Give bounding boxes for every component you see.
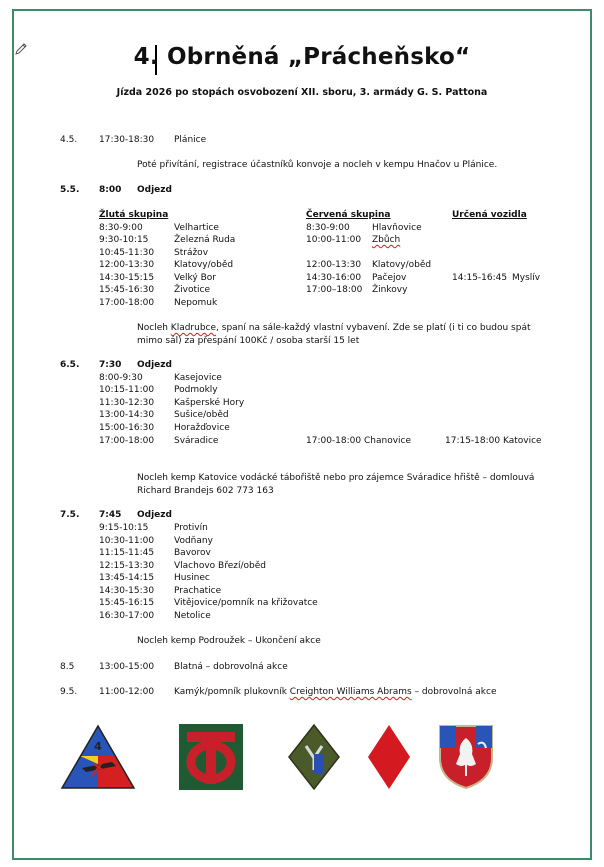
day4-time: 12:15-13:30 [99, 561, 155, 571]
day4-time: 13:45-14:15 [99, 573, 155, 583]
day4-place: Prachatice [174, 586, 222, 596]
day4-time: 10:30-11:00 [99, 536, 155, 546]
yellow-place: Klatovy/oběd [174, 260, 234, 270]
yellow-place: Velký Bor [174, 273, 216, 283]
day4-time: 15:45-16:15 [99, 598, 155, 608]
yellow-group-header: Žlutá skupina [99, 210, 169, 220]
day3-extra-katovice: 17:15-18:00 Katovice [445, 436, 542, 446]
day4-date: 7.5. [60, 510, 80, 520]
yellow-place: Velhartice [174, 223, 219, 233]
day1-time: 17:30-18:30 [99, 135, 155, 145]
5th-division-red-diamond-logo [367, 724, 411, 790]
red-time: 12:00-13:30 [306, 260, 362, 270]
day3-time: 15:00-16:30 [99, 423, 155, 433]
red-place: Zbůch [372, 235, 401, 245]
day4-time: 16:30-17:00 [99, 611, 155, 621]
day2-note-place: Kladrubce [170, 323, 217, 333]
day3-time: 8:00-9:30 [99, 373, 143, 383]
yellow-place: Životice [174, 285, 211, 295]
day4-place: Bavorov [174, 548, 211, 558]
red-place: Pačejov [372, 273, 407, 283]
red-time: 14:30-16:00 [306, 273, 362, 283]
day6-place: Kamýk/pomník plukovník Creighton Williams Abrams – dobrovolná akce [174, 687, 497, 697]
red-time: 8:30-9:00 [306, 223, 350, 233]
page-title: 4. Obrněná „Prácheňsko“ [133, 44, 471, 70]
day6-date: 9.5. [60, 687, 78, 697]
yellow-time: 10:45-11:30 [99, 248, 155, 258]
day6-time: 11:00-12:00 [99, 687, 155, 697]
page-subtitle: Jízda 2026 po stopách osvobození XII. sboru, 3. armády G. S. Pattona [116, 87, 488, 98]
yellow-time: 17:00-18:00 [99, 298, 155, 308]
day2-start-time: 8:00 [99, 185, 122, 195]
armored-number: 4 [94, 740, 102, 753]
day1-date: 4.5. [60, 135, 78, 145]
yellow-place: Strážov [174, 248, 209, 258]
day4-start-label: Odjezd [137, 510, 172, 520]
day4-time: 14:30-15:30 [99, 586, 155, 596]
armored-division-patch-logo [60, 724, 136, 790]
yellow-time: 12:00-13:30 [99, 260, 155, 270]
day3-place: Horažďovice [174, 423, 230, 433]
day4-start-time: 7:45 [99, 510, 122, 520]
day1-note: Poté přivítání, registrace účastníků konvoje a nocleh v kempu Hnačov u Plánice. [137, 160, 498, 170]
yellow-time: 9:30-10:15 [99, 235, 149, 245]
yellow-place: Nepomuk [174, 298, 218, 308]
red-group-header: Červená skupina [306, 210, 391, 220]
day3-start-label: Odjezd [137, 360, 172, 370]
day4-place: Protivín [174, 523, 208, 533]
day3-note: Nocleh kemp Katovice vodácké tábořiště nebo pro zájemce Sváradice hřiště – domlouvá Richard Brandejs 602 773 163 [137, 473, 535, 496]
day6-place-name: Creighton Williams Abrams [289, 687, 412, 697]
day5-date: 8.5 [60, 662, 75, 672]
day2-note: Nocleh Kladrubce, spaní na sále-každý vlastní vybavení. Zde se platí (i ti co budou spát mimo sál) za přespání 100Kč / osoba starší 15 let [137, 323, 531, 346]
day5-place: Blatná – dobrovolná akce [174, 662, 288, 672]
90th-division-patch-logo [179, 724, 243, 790]
day3-extra-chanovice: 17:00-18:00 Chanovice [306, 436, 412, 446]
day3-date: 6.5. [60, 360, 80, 370]
red-place: Žinkovy [372, 285, 408, 295]
red-place: Hlavňovice [372, 223, 422, 233]
day3-time: 10:15-11:00 [99, 385, 155, 395]
red-time: 17:00–18:00 [306, 285, 363, 295]
czechoslovak-coat-of-arms-logo [438, 724, 494, 790]
day2-start-label: Odjezd [137, 185, 172, 195]
yellow-time: 8:30-9:00 [99, 223, 143, 233]
day3-place: Sušice/oběd [174, 410, 229, 420]
day4-place: Vlachovo Březí/oběd [174, 561, 266, 571]
day4-place: Vitějovice/pomník na křižovatce [174, 598, 318, 608]
vehicles-place: Myslív [512, 273, 541, 283]
day2-date: 5.5. [60, 185, 80, 195]
day3-time: 13:00-14:30 [99, 410, 155, 420]
yellow-time: 14:30-15:15 [99, 273, 155, 283]
day5-time: 13:00-15:00 [99, 662, 155, 672]
26th-division-patch-logo [288, 724, 340, 790]
day3-place: Kašperské Hory [174, 398, 245, 408]
red-place: Klatovy/oběd [372, 260, 432, 270]
day1-place: Plánice [174, 135, 207, 145]
day3-time: 11:30-12:30 [99, 398, 155, 408]
day4-time: 9:15-10:15 [99, 523, 149, 533]
yellow-place: Železná Ruda [174, 235, 236, 245]
vehicles-header: Určená vozidla [452, 210, 527, 220]
red-time: 10:00-11:00 [306, 235, 362, 245]
day3-time: 17:00-18:00 [99, 436, 155, 446]
vehicles-time: 14:15-16:45 [452, 273, 508, 283]
day3-place: Sváradice [174, 436, 219, 446]
day3-place: Podmokly [174, 385, 218, 395]
yellow-time: 15:45-16:30 [99, 285, 155, 295]
day3-start-time: 7:30 [99, 360, 122, 370]
day3-place: Kasejovice [174, 373, 222, 383]
day4-note: Nocleh kemp Podroužek – Ukončení akce [137, 636, 321, 646]
day4-place: Netolice [174, 611, 211, 621]
day4-place: Vodňany [174, 536, 213, 546]
day4-place: Husinec [174, 573, 210, 583]
day4-time: 11:15-11:45 [99, 548, 155, 558]
